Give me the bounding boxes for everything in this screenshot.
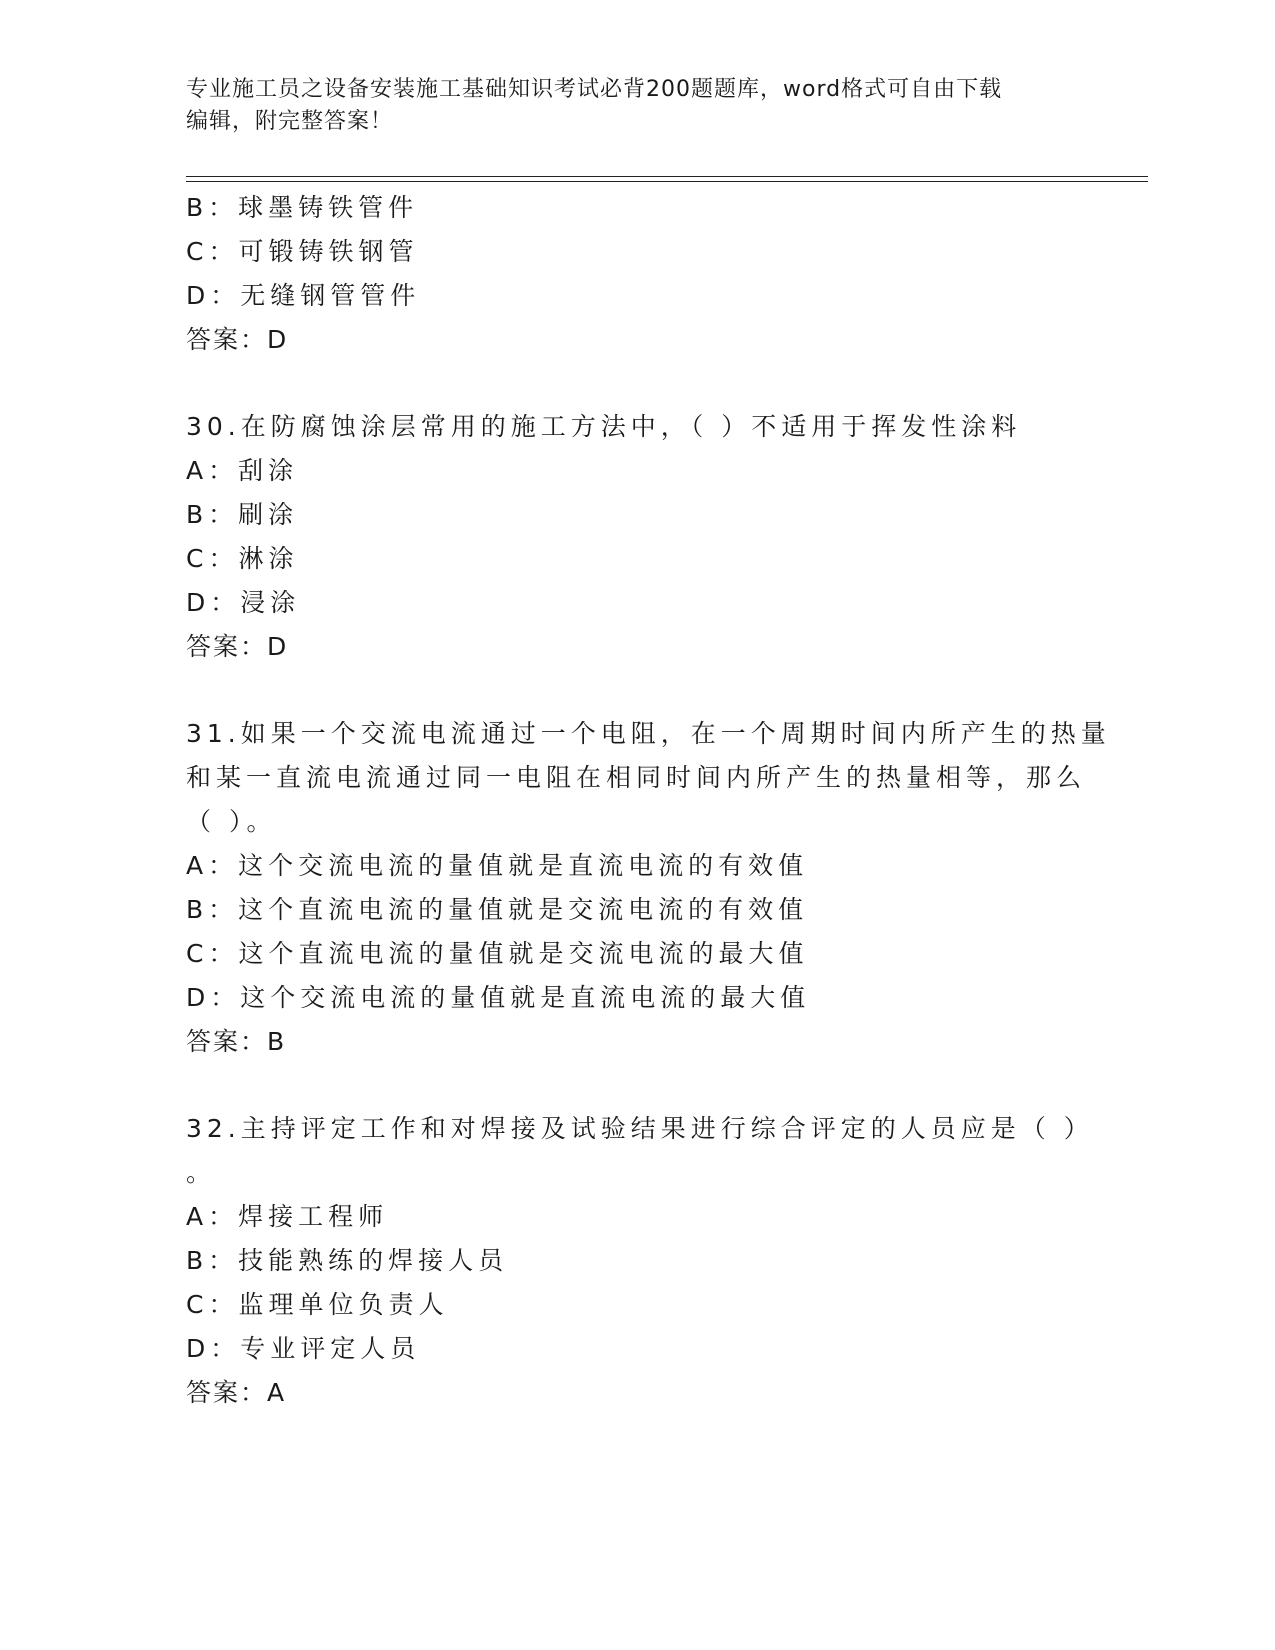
q32-option-c: C：监理单位负责人 <box>186 1290 449 1319</box>
q31-option-a: A：这个交流电流的量值就是直流电流的有效值 <box>186 851 809 880</box>
answer-value: B <box>267 1027 286 1056</box>
answer-value: A <box>267 1378 286 1407</box>
answer-label: 答案： <box>186 1378 268 1407</box>
q30-option-b: B：刷涂 <box>186 500 299 529</box>
answer-value: D <box>267 325 288 354</box>
q30-option-d: D：浸涂 <box>186 588 301 617</box>
q31-option-c: C：这个直流电流的量值就是交流电流的最大值 <box>186 939 809 968</box>
document-header <box>186 74 1076 138</box>
prev-option-d: D：无缝钢管管件 <box>186 281 421 310</box>
answer-label: 答案： <box>186 325 268 354</box>
q32-option-d: D：专业评定人员 <box>186 1334 421 1363</box>
q30-option-a: A：刮涂 <box>186 456 299 485</box>
q32-stem-line-1: 32.主持评定工作和对焊接及试验结果进行综合评定的人员应是（ ） <box>186 1114 1094 1143</box>
q30-answer <box>186 631 287 663</box>
q32-answer <box>186 1377 285 1409</box>
header-divider-bottom <box>186 181 1148 182</box>
q31-stem-line-3: （ ）。 <box>186 807 277 836</box>
header-line-1: 专业施工员之设备安装施工基础知识考试必背200题题库，word格式可自由下载 <box>186 77 1003 102</box>
q31-stem-line-1: 31.如果一个交流电流通过一个电阻，在一个周期时间内所产生的热量 <box>186 719 1111 748</box>
answer-label: 答案： <box>186 632 268 661</box>
q31-answer <box>186 1026 285 1058</box>
q31-option-d: D：这个交流电流的量值就是直流电流的最大值 <box>186 983 811 1012</box>
q32-stem-line-2: 。 <box>186 1158 217 1187</box>
answer-label: 答案： <box>186 1027 268 1056</box>
prev-option-b: B：球墨铸铁管件 <box>186 193 419 222</box>
header-divider-top <box>186 176 1148 177</box>
answer-value: D <box>267 632 288 661</box>
q31-option-b: B：这个直流电流的量值就是交流电流的有效值 <box>186 895 809 924</box>
header-line-2: 编辑，附完整答案！ <box>186 109 394 134</box>
q30-stem: 30.在防腐蚀涂层常用的施工方法中，（ ）不适用于挥发性涂料 <box>186 412 1022 441</box>
q30-option-c: C：淋涂 <box>186 544 299 573</box>
q32-option-b: B：技能熟练的焊接人员 <box>186 1246 509 1275</box>
prev-answer <box>186 324 287 356</box>
q32-option-a: A：焊接工程师 <box>186 1202 389 1231</box>
prev-option-c: C：可锻铸铁钢管 <box>186 237 419 266</box>
q31-stem-line-2: 和某一直流电流通过同一电阻在相同时间内所产生的热量相等，那么 <box>186 763 1087 792</box>
